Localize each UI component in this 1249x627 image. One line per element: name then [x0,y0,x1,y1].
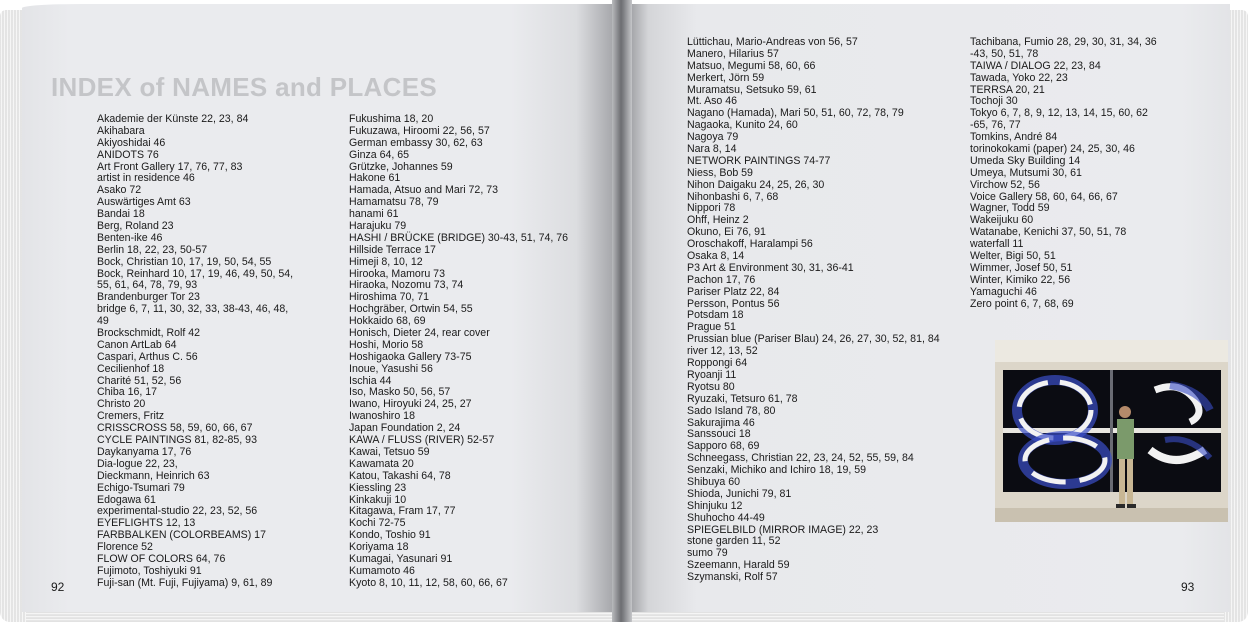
index-entry: NETWORK PAINTINGS 74-77 [687,154,831,167]
index-entry: Nihon Daigaku 24, 25, 26, 30 [687,178,825,191]
index-entry: Akademie der Künste 22, 23, 84 [97,113,249,125]
index-entry: P3 Art & Environment 30, 31, 36-41 [687,261,854,274]
index-entry: Osaka 8, 14 [687,250,745,263]
index-entry: Berg, Roland 23 [97,220,174,233]
index-entry: Nagano (Hamada), Mari 50, 51, 60, 72, 78, 79 [687,107,904,120]
index-entry: Cecilienhof 18 [97,362,165,375]
index-entry: Ischia 44 [349,374,392,387]
index-entry: Art Front Gallery 17, 76, 77, 83 [97,160,243,173]
index-entry: artist in residence 46 [97,172,195,185]
index-entry: Zero point 6, 7, 68, 69 [970,297,1074,310]
index-entry: Wimmer, Josef 50, 51 [970,261,1073,274]
index-entry: Hoshigaoka Gallery 73-75 [349,350,472,363]
index-entry: Manero, Hilarius 57 [687,47,779,60]
index-entry: river 12, 13, 52 [687,345,758,358]
index-entry: Kinkakuji 10 [349,493,407,506]
index-entry: Christo 20 [97,398,146,411]
artwork-photo [995,340,1228,522]
index-entry: Muramatsu, Setsuko 59, 61 [687,83,817,96]
index-entry: Dia-logue 22, 23, [97,457,178,470]
index-entry: Iwano, Hiroyuki 24, 25, 27 [349,398,472,411]
index-entry: Iwanoshiro 18 [349,410,415,423]
index-entry: Hillside Terrace 17 [349,243,436,256]
index-entry: Hochgräber, Ortwin 54, 55 [349,303,473,316]
index-entry: Kiessling 23 [349,481,407,494]
index-entry: Chiba 16, 17 [97,386,158,399]
index-entry: Ryoanji 11 [687,368,737,381]
index-entry: hanami 61 [349,208,399,221]
index-entry: Benten-ike 46 [97,231,163,244]
index-entry: Kumagai, Yasunari 91 [349,552,453,565]
index-entry: Hoshi, Morio 58 [349,338,424,351]
index-column-4 [970,37,1157,310]
index-entry: ANIDOTS 76 [97,148,159,161]
index-entry: 55, 61, 64, 78, 79, 93 [97,279,198,292]
index-entry: Tochoji 30 [970,95,1018,108]
index-entry: Welter, Bigi 50, 51 [970,250,1056,263]
index-entry: Kawamata 20 [349,457,414,470]
index-entry: Bock, Christian 10, 17, 19, 50, 54, 55 [97,255,272,268]
index-entry: Tawada, Yoko 22, 23 [970,71,1068,84]
index-entry: Nagoya 79 [687,131,739,144]
page-number-right: 93 [1181,580,1195,594]
index-entry: Hiraoka, Nozomu 73, 74 [349,279,464,292]
index-entry: FLOW OF COLORS 64, 76 [97,552,226,565]
index-entry: Honisch, Dieter 24, rear cover [349,327,490,340]
index-entry: Kumamoto 46 [349,564,415,577]
index-entry: Tomkins, André 84 [970,131,1058,144]
index-entry: -65, 76, 77 [970,119,1021,132]
index-entry: Katou, Takashi 64, 78 [349,469,451,482]
index-column-2 [349,114,568,590]
index-entry: KAWA / FLUSS (RIVER) 52-57 [349,434,495,447]
index-entry: Senzaki, Michiko and Ichiro 18, 19, 59 [687,464,867,477]
index-entry: Persson, Pontus 56 [687,297,780,310]
index-entry: Cremers, Fritz [97,410,165,423]
index-entry: Fujimoto, Toshiyuki 91 [97,564,202,577]
index-entry: Tachibana, Fumio 28, 29, 30, 31, 34, 36 [970,36,1157,48]
index-entry: Hokkaido 68, 69 [349,315,426,328]
index-column-1 [97,114,293,590]
index-entry: Berlin 18, 22, 23, 50-57 [97,243,208,256]
index-entry: Hakone 61 [349,172,401,185]
index-entry: Fukushima 18, 20 [349,113,434,125]
index-entry: Shibuya 60 [687,475,741,488]
index-entry: TAIWA / DIALOG 22, 23, 84 [970,59,1101,72]
index-entry: Dieckmann, Heinrich 63 [97,469,210,482]
index-entry: Yamaguchi 46 [970,285,1037,298]
index-entry: Ryotsu 80 [687,380,735,393]
index-entry: Ryuzaki, Tetsuro 61, 78 [687,392,798,405]
index-entry: Florence 52 [97,541,153,554]
index-entry: Inoue, Yasushi 56 [349,362,433,375]
index-entry: Caspari, Arthus C. 56 [97,350,198,363]
index-entry: Merkert, Jörn 59 [687,71,765,84]
index-entry: Shioda, Junichi 79, 81 [687,487,792,500]
index-entry: Mt. Aso 46 [687,95,738,108]
index-entry: Sapporo 68, 69 [687,440,760,453]
index-entry: Ohff, Heinz 2 [687,214,749,227]
index-entry: Kochi 72-75 [349,517,406,530]
index-entry: Virchow 52, 56 [970,178,1040,191]
index-entry: Himeji 8, 10, 12 [349,255,423,268]
index-entry: Sakurajima 46 [687,416,755,429]
index-entry: Umeda Sky Building 14 [970,154,1081,167]
page-number-left: 92 [51,580,65,594]
index-entry: Prague 51 [687,321,736,334]
index-entry: Charité 51, 52, 56 [97,374,182,387]
artwork-photo-image [995,340,1228,522]
index-entry: Hirooka, Mamoru 73 [349,267,445,280]
index-entry: Harajuku 79 [349,220,407,233]
index-entry: German embassy 30, 62, 63 [349,136,483,149]
index-entry: 49 [97,315,109,328]
index-entry: Lüttichau, Mario-Andreas von 56, 57 [687,36,858,48]
index-entry: Kondo, Toshio 91 [349,529,431,542]
index-entry: Kawai, Tetsuo 59 [349,445,430,458]
index-entry: Potsdam 18 [687,309,744,322]
index-entry: Hiroshima 70, 71 [349,291,430,304]
index-entry: Matsuo, Megumi 58, 60, 66 [687,59,816,72]
index-entry: Pachon 17, 76 [687,273,756,286]
index-entry: torinokokami (paper) 24, 25, 30, 46 [970,143,1135,156]
index-entry: bridge 6, 7, 11, 30, 32, 33, 38-43, 46, 48, [97,303,289,316]
page-title: INDEX of NAMES and PLACES [51,72,437,102]
index-entry: Kyoto 8, 10, 11, 12, 58, 60, 66, 67 [349,576,508,589]
index-entry: experimental-studio 22, 23, 52, 56 [97,505,258,518]
index-entry: FARBBALKEN (COLORBEAMS) 17 [97,529,266,542]
index-entry: EYEFLIGHTS 12, 13 [97,517,196,530]
index-entry: Hamamatsu 78, 79 [349,196,439,209]
index-entry: Shinjuku 12 [687,499,743,512]
index-entry: Ginza 64, 65 [349,148,410,161]
index-entry: HASHI / BRÜCKE (BRIDGE) 30-43, 51, 74, 76 [349,231,569,244]
index-entry: Bock, Reinhard 10, 17, 19, 46, 49, 50, 54, [97,267,294,280]
index-entry: sumo 79 [687,547,728,560]
index-entry: CYCLE PAINTINGS 81, 82-85, 93 [97,434,257,447]
index-entry: Fukuzawa, Hiroomi 22, 56, 57 [349,124,490,137]
index-entry: Bandai 18 [97,208,145,221]
index-entry: Szeemann, Harald 59 [687,559,790,572]
index-entry: Sado Island 78, 80 [687,404,776,417]
index-entry: Kitagawa, Fram 17, 77 [349,505,456,518]
index-entry: Oroschakoff, Haralampi 56 [687,238,813,251]
index-entry: SPIEGELBILD (MIRROR IMAGE) 22, 23 [687,523,879,536]
index-entry: Auswärtiges Amt 63 [97,196,191,209]
index-entry: Niess, Bob 59 [687,166,753,179]
index-entry: Grützke, Johannes 59 [349,160,453,173]
index-entry: Nippori 78 [687,202,736,215]
index-column-3 [687,37,940,584]
index-entry: Winter, Kimiko 22, 56 [970,273,1071,286]
index-entry: Watanabe, Kenichi 37, 50, 51, 78 [970,226,1127,239]
index-entry: Asako 72 [97,184,142,197]
index-entry: Tokyo 6, 7, 8, 9, 12, 13, 14, 15, 60, 62 [970,107,1148,120]
index-entry: Umeya, Mutsumi 30, 61 [970,166,1082,179]
index-entry: Brockschmidt, Rolf 42 [97,327,201,340]
index-entry: Okuno, Ei 76, 91 [687,226,766,239]
index-entry: Hamada, Atsuo and Mari 72, 73 [349,184,498,197]
index-entry: Koriyama 18 [349,541,409,554]
index-entry: Edogawa 61 [97,493,156,506]
index-entry: Canon ArtLab 64 [97,338,177,351]
index-entry: Nara 8, 14 [687,143,737,156]
index-entry: CRISSCROSS 58, 59, 60, 66, 67 [97,422,253,435]
index-entry: TERRSA 20, 21 [970,83,1045,96]
index-entry: Nagaoka, Kunito 24, 60 [687,119,798,132]
index-entry: stone garden 11, 52 [687,535,781,548]
index-entry: Wagner, Todd 59 [970,202,1050,215]
index-entry: Wakeijuku 60 [970,214,1034,227]
index-entry: Prussian blue (Pariser Blau) 24, 26, 27, 30, 52, 81, 84 [687,333,940,346]
index-entry: Sanssouci 18 [687,428,751,441]
index-entry: Voice Gallery 58, 60, 64, 66, 67 [970,190,1118,203]
book-spine [612,0,632,622]
index-entry: Szymanski, Rolf 57 [687,571,778,584]
index-entry: Iso, Masko 50, 56, 57 [349,386,451,399]
index-entry: Daykanyama 17, 76 [97,445,192,458]
index-entry: Pariser Platz 22, 84 [687,285,780,298]
index-entry: Roppongi 64 [687,357,748,370]
index-entry: Japan Foundation 2, 24 [349,422,461,435]
index-entry: Akiyoshidai 46 [97,136,166,149]
index-entry: Fuji-san (Mt. Fuji, Fujiyama) 9, 61, 89 [97,576,273,589]
index-entry: Shuhocho 44-49 [687,511,765,524]
index-entry: Brandenburger Tor 23 [97,291,200,304]
index-entry: -43, 50, 51, 78 [970,47,1039,60]
index-entry: Akihabara [97,124,145,137]
index-entry: Schneegass, Christian 22, 23, 24, 52, 55, 59, 84 [687,452,914,465]
index-entry: Nihonbashi 6, 7, 68 [687,190,779,203]
index-entry: waterfall 11 [970,238,1024,251]
index-entry: Echigo-Tsumari 79 [97,481,185,494]
